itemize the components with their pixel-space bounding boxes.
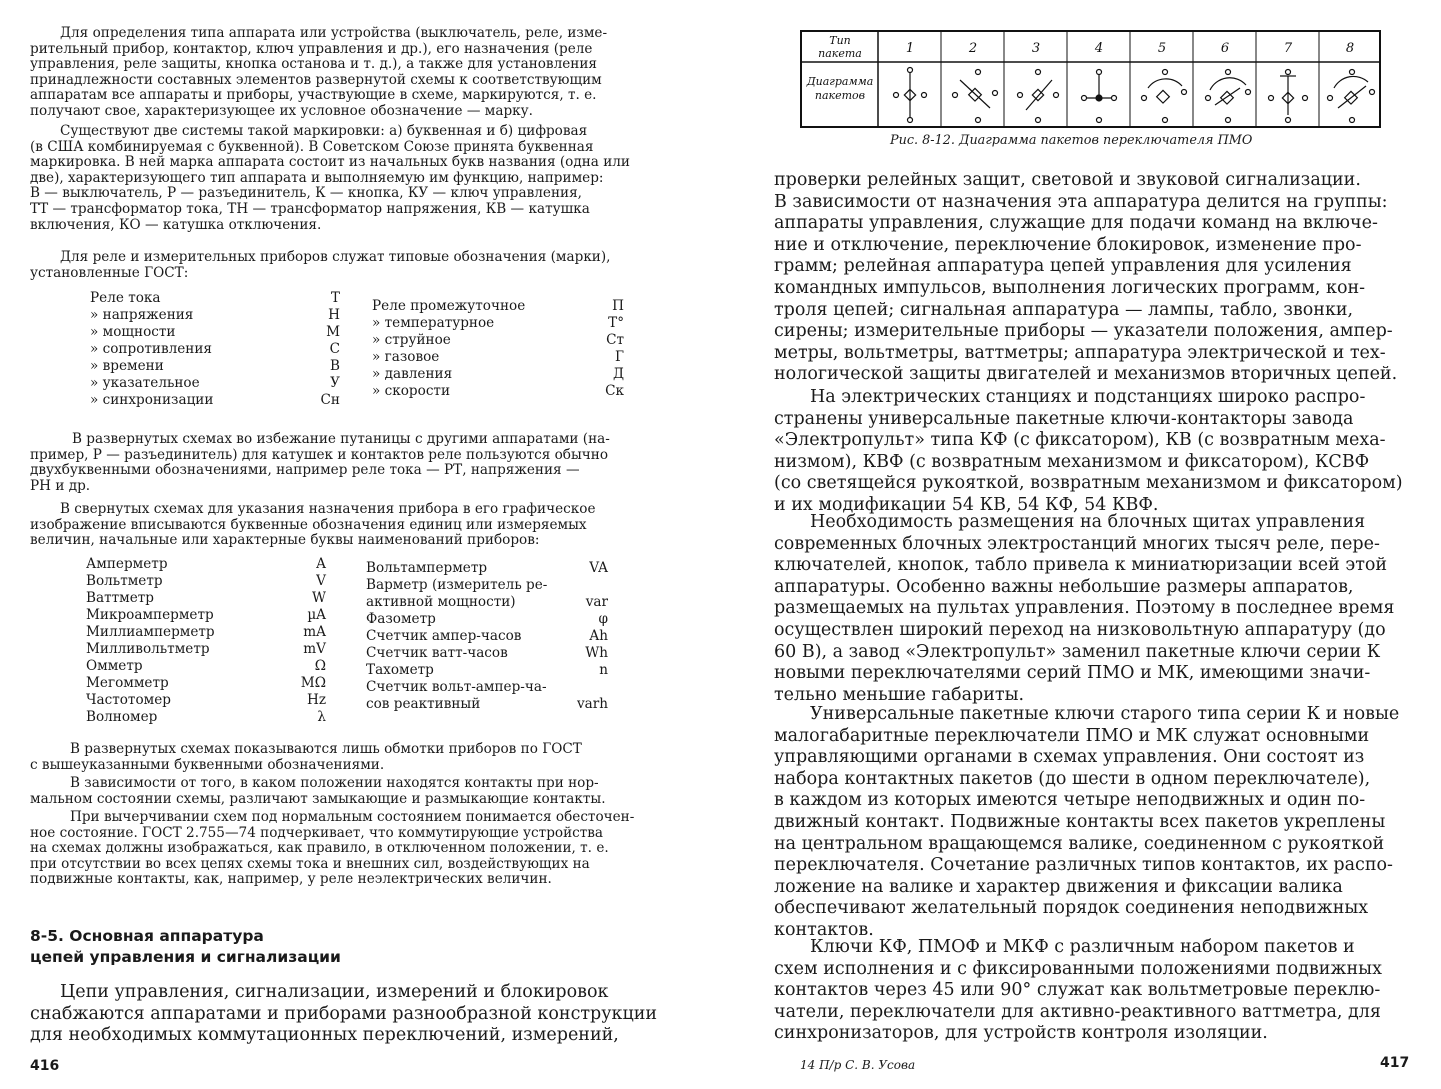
relay-mark: Г bbox=[614, 349, 624, 365]
text-line: аппаратуры. Особенно важны небольшие размеры аппаратов, bbox=[774, 576, 1354, 597]
list-item bbox=[366, 611, 608, 628]
relay-mark: Сн bbox=[320, 392, 340, 408]
text-line: переключателя. Сочетание различных типов контактов, их распо- bbox=[774, 855, 1393, 876]
text-line: ТТ — трансформатор тока, ТН — трансформатор напряжения, КВ — катушка bbox=[30, 201, 590, 217]
text-line: чатели, переключатели для активно-реактивного ваттметра, для bbox=[774, 1001, 1381, 1022]
section-heading-line: цепей управления и сигнализации bbox=[30, 948, 341, 966]
diagram-row2-label: Диаграмма bbox=[806, 75, 874, 88]
instrument-name: Амперметр bbox=[86, 556, 168, 572]
relay-list-right bbox=[372, 298, 624, 400]
instrument-name: Варметр (измеритель ре- bbox=[366, 577, 548, 593]
packet-diagram-5 bbox=[1142, 70, 1187, 123]
text-line: (со светящейся рукояткой, возвратным механизмом и фиксатором) bbox=[774, 473, 1403, 494]
column-number: 1 bbox=[905, 41, 915, 56]
text-line: с вышеуказанными буквенными обозначениями. bbox=[30, 757, 385, 773]
list-item bbox=[366, 696, 608, 713]
relay-mark: Ст bbox=[606, 332, 624, 348]
text-line: подвижные контакты, как, например, у реле неэлектрических величин. bbox=[30, 872, 552, 888]
instrument-mark: var bbox=[585, 594, 608, 610]
packet-diagram-2 bbox=[953, 70, 998, 123]
instrument-name: Счетчик вольт-ампер-ча- bbox=[366, 679, 547, 695]
diagram-row1-label: пакета bbox=[818, 47, 862, 60]
paragraph-windings bbox=[30, 742, 678, 773]
list-item bbox=[86, 573, 326, 590]
column-number: 5 bbox=[1157, 41, 1167, 56]
paragraph-folded-schemes bbox=[30, 502, 678, 549]
relay-name: » напряжения bbox=[90, 307, 194, 323]
relay-mark: П bbox=[612, 298, 624, 314]
text-line: В развернутых схемах во избежание путаницы с другими аппаратами (на- bbox=[72, 432, 610, 447]
list-item bbox=[86, 641, 326, 658]
text-line: в каждом из которых имеются четыре неподвижных и один по- bbox=[774, 790, 1366, 811]
relay-mark: Ск bbox=[605, 383, 624, 399]
text-line: странены универсальные пакетные ключи-контакторы завода bbox=[774, 408, 1354, 429]
text-line: В зависимости от назначения эта аппаратура делится на группы: bbox=[774, 191, 1388, 212]
list-item bbox=[90, 324, 340, 341]
instrument-name: активной мощности) bbox=[366, 594, 516, 610]
instrument-name: Микроамперметр bbox=[86, 607, 214, 623]
list-item bbox=[366, 662, 608, 679]
instrument-mark: Hz bbox=[306, 692, 326, 708]
list-item bbox=[372, 315, 624, 332]
list-item bbox=[90, 290, 340, 307]
text-line: (в США комбинируемая с буквенной). В Советском Союзе принята буквенная bbox=[30, 139, 594, 155]
text-line: при отсутствии во всех цепях схемы тока и внешних сил, воздействующих на bbox=[30, 856, 590, 872]
relay-name: » струйное bbox=[372, 332, 451, 348]
instrument-mark: A bbox=[316, 556, 326, 572]
relay-mark: Т bbox=[330, 290, 340, 306]
text-line: схем исполнения и с фиксированными положениями подвижных bbox=[774, 958, 1382, 979]
text-line: движный контакт. Подвижные контакты всех пакетов укреплены bbox=[774, 811, 1386, 832]
instrument-name: сов реактивный bbox=[366, 696, 481, 712]
diagram-row2-label: пакетов bbox=[814, 89, 866, 102]
signature-mark: 14 П/р С. В. Усова bbox=[800, 1058, 916, 1072]
relay-mark: С bbox=[329, 341, 340, 357]
text-line: снабжаются аппаратами и приборами разнообразной конструкции bbox=[30, 1003, 658, 1024]
text-line: В — выключатель, Р — разъединитель, К — кнопка, КУ — ключ управления, bbox=[30, 186, 582, 202]
list-item bbox=[366, 628, 608, 645]
list-item bbox=[90, 375, 340, 392]
text-line: для необходимых коммутационных переключений, измерений, bbox=[30, 1025, 619, 1046]
text-line: размещаемых на пультах управления. Поэтому в последнее время bbox=[774, 598, 1395, 619]
relay-name: » газовое bbox=[372, 349, 440, 365]
text-line: троля цепей; сигнальная аппаратура — лампы, табло, звонки, bbox=[774, 299, 1354, 320]
text-line: пример, Р — разъединитель) для катушек и контактов реле пользуются обычно bbox=[30, 447, 609, 463]
list-item bbox=[86, 556, 326, 573]
paragraph-marking-purpose bbox=[30, 26, 678, 120]
text-line: «Электропульт» типа КФ (с фиксатором), КВ (с возвратным меха- bbox=[774, 430, 1386, 451]
instrument-name: Счетчик ватт-часов bbox=[366, 645, 508, 661]
column-number: 7 bbox=[1283, 41, 1293, 56]
text-line: низмом), КВФ (с возвратным механизмом и фиксатором), КСВФ bbox=[774, 451, 1370, 472]
text-line: метры, вольтметры, ваттметры; аппаратура электрической и тех- bbox=[774, 342, 1386, 363]
text-line: на схемах должны изображаться, как правило, в отключенном положении, т. е. bbox=[30, 841, 609, 857]
list-item bbox=[86, 692, 326, 709]
instrument-mark: Ω bbox=[314, 658, 326, 674]
text-line: сирены; измерительные приборы — указатели положения, ампер- bbox=[774, 321, 1393, 342]
packet-diagram-8 bbox=[1328, 70, 1375, 123]
list-item bbox=[366, 594, 608, 611]
text-line: командных импульсов, выполнения логических программ, кон- bbox=[774, 277, 1366, 298]
instrument-name: Вольтметр bbox=[86, 573, 163, 589]
instrument-name: Омметр bbox=[86, 658, 143, 674]
relay-name: » сопротивления bbox=[90, 341, 212, 357]
instrument-name: Ваттметр bbox=[86, 590, 154, 606]
text-line: контактов. bbox=[774, 919, 874, 940]
instrument-mark: Wh bbox=[585, 645, 608, 661]
paragraph-section-intro bbox=[30, 982, 670, 1047]
relay-mark: Д bbox=[612, 366, 624, 382]
list-item bbox=[366, 560, 608, 577]
right-page bbox=[740, 0, 1441, 1089]
column-number: 6 bbox=[1220, 41, 1230, 56]
text-line: включения, КО — катушка отключения. bbox=[30, 217, 322, 233]
text-line: изображение вписываются буквенные обозначения единиц или измеряемых bbox=[30, 517, 587, 533]
text-line: ние и отключение, переключение блокировок, изменение про- bbox=[774, 234, 1362, 255]
text-line: набора контактных пакетов (до шести в одном переключателе), bbox=[774, 768, 1371, 789]
text-line: синхронизаторов, для устройств контроля изоляции. bbox=[774, 1023, 1268, 1044]
paragraph-normal-state bbox=[30, 810, 678, 888]
instrument-name: Счетчик ампер-часов bbox=[366, 628, 522, 644]
text-line: обеспечивают желательный порядок соединения неподвижных bbox=[774, 898, 1369, 919]
relay-name: Реле тока bbox=[90, 290, 161, 306]
page-number: 416 bbox=[30, 1058, 60, 1074]
relay-name: » синхронизации bbox=[90, 392, 214, 408]
text-line: ное состояние. ГОСТ 2.755—74 подчеркивает, что коммутирующие устройства bbox=[30, 825, 604, 841]
text-line: проверки релейных защит, световой и звуковой сигнализации. bbox=[774, 170, 1361, 190]
relay-list-left bbox=[90, 290, 340, 409]
column-number: 4 bbox=[1094, 41, 1104, 56]
paragraph-two-letter bbox=[30, 432, 678, 494]
text-line: контактов через 45 или 90° служат как вольтметровые переклю- bbox=[774, 980, 1381, 1001]
pmo-packet-diagram bbox=[800, 30, 1381, 128]
text-line: малогабаритные переключатели ПМО и МК служат основными bbox=[774, 725, 1370, 746]
text-line: Необходимость размещения на блочных щитах управления bbox=[810, 512, 1366, 532]
instrument-name: Частотомер bbox=[86, 692, 171, 708]
relay-name: » температурное bbox=[372, 315, 495, 331]
list-item bbox=[372, 332, 624, 349]
instrument-name: Мегомметр bbox=[86, 675, 169, 691]
relay-mark: У bbox=[330, 375, 340, 391]
relay-name: » давления bbox=[372, 366, 453, 382]
text-line: новыми переключателями серий ПМО и МК, имеющими значи- bbox=[774, 663, 1371, 684]
instrument-mark: V bbox=[316, 573, 326, 589]
list-item bbox=[372, 366, 624, 383]
list-item bbox=[86, 607, 326, 624]
relay-mark: Т° bbox=[608, 315, 624, 331]
list-item bbox=[372, 383, 624, 400]
text-line: принадлежности составных элементов развернутой схемы к соответствующим bbox=[30, 72, 602, 88]
instrument-mark: VA bbox=[589, 560, 608, 576]
instrument-name: Вольтамперметр bbox=[366, 560, 488, 576]
column-number: 2 bbox=[968, 41, 978, 56]
list-item bbox=[90, 341, 340, 358]
paragraph-contacts bbox=[30, 776, 678, 807]
instrument-name: Милливольтметр bbox=[86, 641, 210, 657]
column-number: 8 bbox=[1345, 41, 1355, 56]
diagram-row1-label: Тип bbox=[829, 34, 851, 47]
packet-diagram-3 bbox=[1018, 70, 1059, 123]
text-line: установленные ГОСТ: bbox=[30, 265, 189, 281]
figure-caption: Рис. 8-12. Диаграмма пакетов переключателя ПМО bbox=[890, 133, 1253, 148]
list-item bbox=[366, 645, 608, 662]
text-line: В развернутых схемах показываются лишь обмотки приборов по ГОСТ bbox=[70, 742, 582, 757]
text-line: нологической защиты двигателей и механизмов вторичных цепей. bbox=[774, 364, 1398, 385]
paragraph-miniaturization bbox=[774, 512, 1411, 706]
text-line: ложение на валике и характер движения и фиксации валика bbox=[774, 876, 1343, 897]
instrument-mark: n bbox=[599, 662, 608, 678]
paragraph-kf-keys bbox=[774, 937, 1411, 1045]
instrument-mark: W bbox=[312, 590, 326, 606]
paragraph-gost-intro bbox=[30, 250, 678, 281]
instrument-mark: mA bbox=[303, 624, 326, 640]
text-line: величин, начальные или характерные буквы наименований приборов: bbox=[30, 533, 540, 549]
list-item bbox=[86, 709, 326, 726]
text-line: Цепи управления, сигнализации, измерений и блокировок bbox=[60, 982, 609, 1002]
text-line: две), характеризующего тип аппарата и выполняемую им функцию, например: bbox=[30, 170, 604, 186]
list-item bbox=[90, 358, 340, 375]
text-line: современных блочных электростанций многих тысяч реле, пере- bbox=[774, 533, 1380, 554]
list-item bbox=[372, 349, 624, 366]
relay-name: » времени bbox=[90, 358, 164, 374]
relay-name: » мощности bbox=[90, 324, 176, 340]
text-line: 60 В), а завод «Электропульт» заменил пакетные ключи серии К bbox=[774, 641, 1381, 662]
list-item bbox=[372, 298, 624, 315]
list-item bbox=[90, 307, 340, 324]
instrument-mark: MΩ bbox=[300, 675, 326, 691]
list-item bbox=[86, 658, 326, 675]
relay-mark: М bbox=[326, 324, 340, 340]
paragraph-universal-keys bbox=[774, 704, 1411, 942]
list-item bbox=[86, 590, 326, 607]
text-line: Ключи КФ, ПМОФ и МКФ с различным набором пакетов и bbox=[810, 937, 1355, 957]
instrument-name: Фазометр bbox=[366, 611, 436, 627]
instrument-mark: λ bbox=[317, 709, 326, 725]
packet-diagram-6 bbox=[1206, 70, 1251, 123]
paragraph-apparatus-groups bbox=[774, 170, 1411, 386]
list-item bbox=[90, 392, 340, 409]
text-line: мальном состоянии схемы, различают замыкающие и размыкающие контакты. bbox=[30, 791, 606, 807]
relay-name: Реле промежуточное bbox=[372, 298, 526, 314]
diagram-frame bbox=[801, 31, 1380, 127]
instrument-list-left bbox=[86, 556, 326, 726]
packet-diagram-1 bbox=[894, 68, 927, 123]
text-line: грамм; релейная аппаратура цепей управления для усиления bbox=[774, 256, 1352, 277]
text-line: двухбуквенными обозначениями, например реле тока — РТ, напряжения — bbox=[30, 463, 580, 479]
instrument-name: Тахометр bbox=[366, 662, 434, 678]
instrument-mark: Ah bbox=[589, 628, 608, 644]
page-number: 417 bbox=[1380, 1055, 1410, 1071]
packet-diagram-4 bbox=[1082, 70, 1117, 123]
instrument-mark: µA bbox=[307, 607, 326, 623]
list-item bbox=[86, 624, 326, 641]
column-number: 3 bbox=[1031, 41, 1041, 56]
text-line: аппараты управления, служащие для подачи команд на включе- bbox=[774, 213, 1378, 234]
text-line: Существуют две системы такой маркировки: а) буквенная и б) цифровая bbox=[60, 124, 588, 139]
paragraph-marking-systems bbox=[30, 124, 678, 233]
instrument-name: Миллиамперметр bbox=[86, 624, 215, 640]
relay-mark: В bbox=[330, 358, 340, 374]
text-line: ключателей, кнопок, табло привела к миниатюризации всей этой bbox=[774, 555, 1388, 576]
text-line: Для определения типа аппарата или устройства (выключатель, реле, изме- bbox=[60, 26, 608, 41]
text-line: управления, реле защиты, кнопка останова и т. д.), а также для установления bbox=[30, 57, 597, 73]
list-item bbox=[86, 675, 326, 692]
list-item bbox=[366, 577, 608, 594]
text-line: Универсальные пакетные ключи старого типа серии К и новые bbox=[810, 704, 1400, 724]
text-line: тельно меньшие габариты. bbox=[774, 684, 1025, 705]
section-heading-line: 8-5. Основная аппаратура bbox=[30, 927, 264, 945]
paragraph-packet-keys bbox=[774, 387, 1411, 517]
section-heading bbox=[30, 926, 341, 968]
text-line: осуществлен широкий переход на низковольтную аппаратуру (до bbox=[774, 619, 1386, 640]
text-line: Для реле и измерительных приборов служат типовые обозначения (марки), bbox=[60, 250, 611, 265]
relay-name: » скорости bbox=[372, 383, 451, 399]
text-line: В свернутых схемах для указания назначения прибора в его графическое bbox=[60, 502, 596, 517]
text-line: маркировка. В ней марка аппарата состоит из начальных букв названия (одна или bbox=[30, 155, 630, 171]
instrument-mark: varh bbox=[576, 696, 608, 712]
instrument-name: Волномер bbox=[86, 709, 158, 725]
relay-name: » указательное bbox=[90, 375, 200, 391]
text-line: получают свое, характеризующее их условное обозначение — марку. bbox=[30, 103, 533, 119]
packet-diagram-7 bbox=[1269, 70, 1308, 123]
text-line: В зависимости от того, в каком положении находятся контакты при нор- bbox=[70, 776, 599, 791]
text-line: рительный прибор, контактор, ключ управления и др.), его назначения (реле bbox=[30, 41, 593, 57]
text-line: и их модификации 54 КВ, 54 КФ, 54 КВФ. bbox=[774, 494, 1159, 515]
text-line: аппаратам все аппараты и приборы, участвующие в схеме, маркируются, т. е. bbox=[30, 88, 597, 104]
text-line: на центральном вращающемся валике, соединенном с рукояткой bbox=[774, 833, 1385, 854]
instrument-list-right bbox=[366, 560, 608, 713]
relay-mark: Н bbox=[328, 307, 340, 323]
text-line: РН и др. bbox=[30, 478, 91, 494]
instrument-mark: φ bbox=[598, 611, 608, 627]
text-line: При вычерчивании схем под нормальным состоянием понимается обесточен- bbox=[70, 810, 635, 825]
left-page bbox=[0, 0, 700, 1089]
text-line: На электрических станциях и подстанциях широко распро- bbox=[810, 387, 1366, 407]
text-line: управляющими органами в схемах управления. Они состоят из bbox=[774, 747, 1365, 768]
list-item bbox=[366, 679, 608, 696]
instrument-mark: mV bbox=[303, 641, 326, 657]
